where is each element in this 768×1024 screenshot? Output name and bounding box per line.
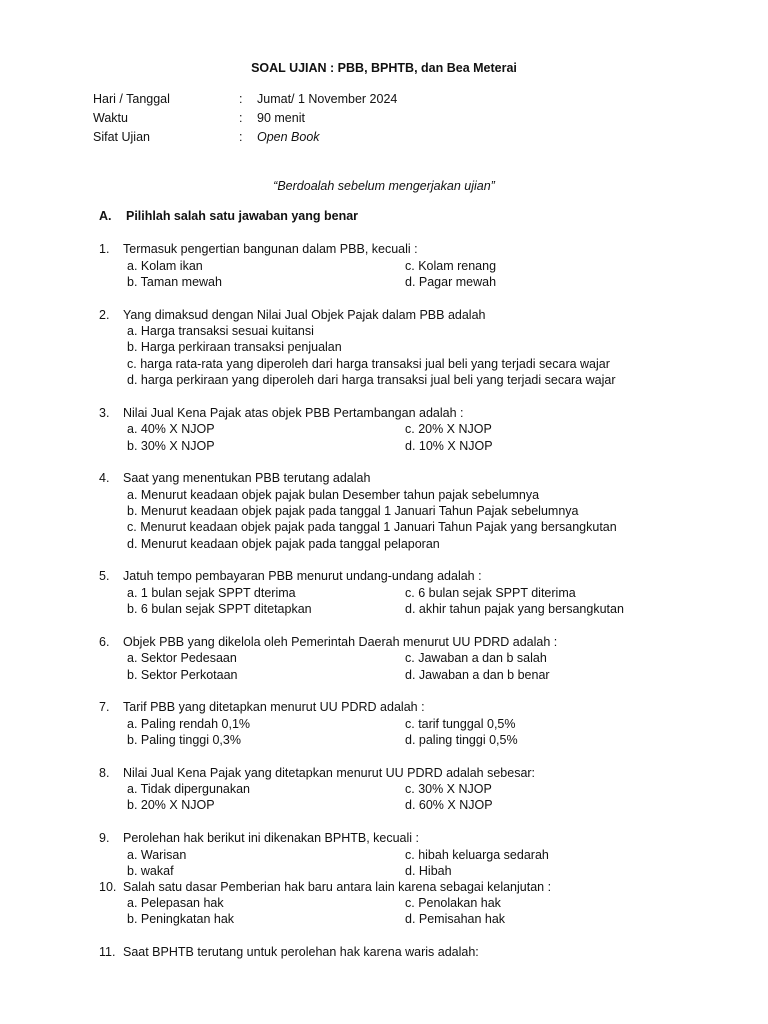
option-a: a. Harga transaksi sesuai kuitansi [127, 324, 314, 338]
question-stem: Jatuh tempo pembayaran PBB menurut undang-undang adalah : [123, 569, 482, 583]
option-a: a. Paling rendah 0,1% [127, 717, 251, 731]
question-stem: Nilai Jual Kena Pajak yang ditetapkan menurut UU PDRD adalah sebesar: [123, 766, 536, 780]
option-b: b. 6 bulan sejak SPPT ditetapkan [127, 602, 312, 616]
question-stem: Saat yang menentukan PBB terutang adalah [123, 471, 371, 485]
option-a: a. Pelepasan hak [127, 896, 224, 910]
prayer-quote: “Berdoalah sebelum mengerjakan ujian” [273, 179, 495, 193]
option-b: b. 30% X NJOP [127, 439, 215, 453]
question-number: 3. [99, 406, 110, 420]
option-c: c. Penolakan hak [405, 896, 501, 910]
option-c: c. hibah keluarga sedarah [405, 848, 549, 862]
document-title: SOAL UJIAN : PBB, BPHTB, dan Bea Meterai [251, 61, 517, 75]
question-number: 7. [99, 700, 110, 714]
meta-label: Waktu [93, 111, 128, 125]
meta-colon: : [239, 111, 243, 125]
option-d: d. 60% X NJOP [405, 798, 493, 812]
option-a: a. Menurut keadaan objek pajak bulan Desember tahun pajak sebelumnya [127, 488, 540, 502]
question-number: 8. [99, 766, 110, 780]
question-number: 10. [99, 880, 117, 894]
option-c: c. Menurut keadaan objek pajak pada tanggal 1 Januari Tahun Pajak yang bersangkutan [127, 520, 617, 534]
option-b: b. Harga perkiraan transaksi penjualan [127, 340, 342, 354]
option-d: d. Pagar mewah [405, 275, 497, 289]
question-number: 9. [99, 831, 110, 845]
question-stem: Yang dimaksud dengan Nilai Jual Objek Pajak dalam PBB adalah [123, 308, 486, 322]
meta-value: Open Book [257, 130, 320, 144]
option-c: c. Kolam renang [405, 259, 497, 273]
section-text: Pilihlah salah satu jawaban yang benar [126, 209, 359, 223]
question-stem: Tarif PBB yang ditetapkan menurut UU PDRD adalah : [123, 700, 425, 714]
option-b: b. Taman mewah [127, 275, 222, 289]
option-d: d. Pemisahan hak [405, 912, 506, 926]
option-c: c. harga rata-rata yang diperoleh dari harga transaksi jual beli yang terjadi secara wajar [127, 357, 610, 371]
question-number: 4. [99, 471, 110, 485]
option-d: d. Menurut keadaan objek pajak pada tanggal pelaporan [127, 537, 440, 551]
option-a: a. 1 bulan sejak SPPT dterima [127, 586, 296, 600]
question-stem: Perolehan hak berikut ini dikenakan BPHTB, kecuali : [123, 831, 419, 845]
question-stem: Nilai Jual Kena Pajak atas objek PBB Pertambangan adalah : [123, 406, 464, 420]
option-a: a. Kolam ikan [127, 259, 203, 273]
meta-label: Sifat Ujian [93, 130, 150, 144]
option-a: a. Warisan [127, 848, 187, 862]
option-d: d. harga perkiraan yang diperoleh dari harga transaksi jual beli yang terjadi secara wajar [127, 373, 616, 387]
option-a: a. 40% X NJOP [127, 422, 215, 436]
option-b: b. Paling tinggi 0,3% [127, 733, 241, 747]
option-b: b. Sektor Perkotaan [127, 668, 238, 682]
section-letter: A. [99, 209, 112, 223]
question-stem: Termasuk pengertian bangunan dalam PBB, kecuali : [123, 242, 418, 256]
question-number: 11. [99, 945, 116, 959]
option-d: d. paling tinggi 0,5% [405, 733, 518, 747]
option-d: d. 10% X NJOP [405, 439, 493, 453]
question-number: 6. [99, 635, 110, 649]
meta-value: 90 menit [257, 111, 305, 125]
question-stem: Saat BPHTB terutang untuk perolehan hak karena waris adalah: [123, 945, 479, 959]
option-a: a. Sektor Pedesaan [127, 651, 237, 665]
option-a: a. Tidak dipergunakan [127, 782, 251, 796]
question-stem: Objek PBB yang dikelola oleh Pemerintah Daerah menurut UU PDRD adalah : [123, 635, 558, 649]
option-b: b. 20% X NJOP [127, 798, 215, 812]
meta-value: Jumat/ 1 November 2024 [257, 92, 398, 106]
meta-label: Hari / Tanggal [93, 92, 170, 106]
question-number: 2. [99, 308, 110, 322]
option-b: b. Peningkatan hak [127, 912, 235, 926]
option-c: c. Jawaban a dan b salah [405, 651, 547, 665]
option-d: d. akhir tahun pajak yang bersangkutan [405, 602, 624, 616]
option-d: d. Hibah [405, 864, 452, 878]
meta-colon: : [239, 130, 243, 144]
option-b: b. wakaf [127, 864, 174, 878]
question-stem: Salah satu dasar Pemberian hak baru antara lain karena sebagai kelanjutan : [123, 880, 552, 894]
question-number: 1. [99, 242, 110, 256]
option-c: c. 20% X NJOP [405, 422, 492, 436]
option-c: c. tarif tunggal 0,5% [405, 717, 516, 731]
question-number: 5. [99, 569, 110, 583]
meta-colon: : [239, 92, 243, 106]
option-c: c. 30% X NJOP [405, 782, 492, 796]
option-d: d. Jawaban a dan b benar [405, 668, 550, 682]
option-c: c. 6 bulan sejak SPPT diterima [405, 586, 576, 600]
option-b: b. Menurut keadaan objek pajak pada tanggal 1 Januari Tahun Pajak sebelumnya [127, 504, 579, 518]
